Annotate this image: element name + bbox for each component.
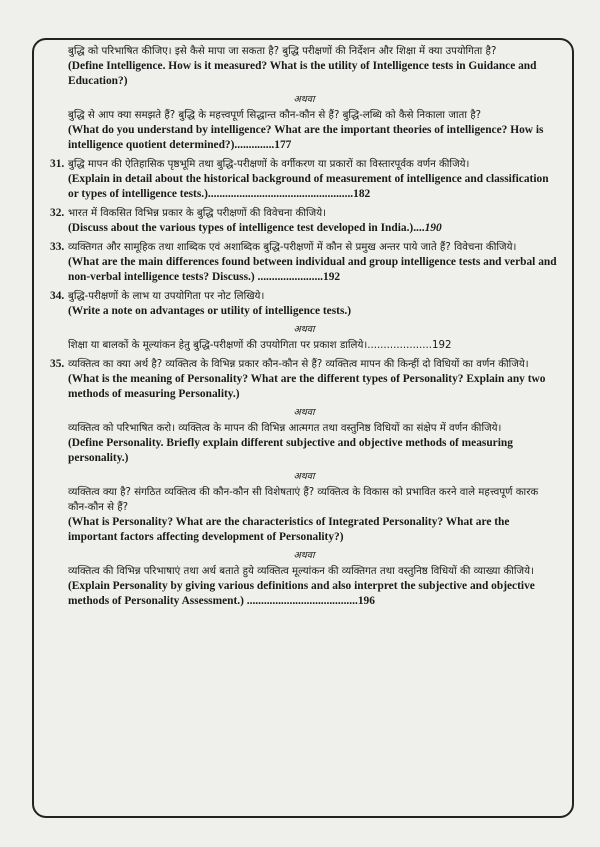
question-number: 35. xyxy=(50,358,65,370)
or-divider: अथवा xyxy=(293,94,315,105)
or-divider: अथवा xyxy=(293,550,315,561)
or-divider: अथवा xyxy=(293,324,315,335)
question-hindi: व्यक्तित्व का क्या अर्थ है? व्यक्तित्व के विभिन्न प्रकार कौन-कौन से हैं? व्यक्तित्व मापन की किन्हीं दो विधियों का वर्णन कीजिये। xyxy=(68,359,529,370)
question-english-text: (Discuss about the various types of intelligence test developed in India.).... xyxy=(68,222,425,234)
question-number: 33. xyxy=(50,241,65,253)
question-english xyxy=(68,123,558,153)
or-divider: अथवा xyxy=(293,471,315,482)
question-33 xyxy=(50,240,558,285)
question-29-alternate xyxy=(50,108,558,153)
question-hindi: व्यक्तिगत और सामूहिक तथा शाब्दिक एवं अशाब्दिक बुद्धि-परीक्षणों में कौन से प्रमुख अन्तर पाये जाते हैं? विवेचना कीजिये। xyxy=(68,242,517,253)
question-number: 31. xyxy=(50,158,65,170)
question-hindi xyxy=(68,338,558,353)
question-35-alternate-3 xyxy=(50,564,558,609)
page-number: 192 xyxy=(432,340,452,351)
question-english-text: (Explain Personality by giving various definitions and also interpret the subjective and objective methods of Personality Assessment.) ....................................... xyxy=(68,580,535,607)
question-32 xyxy=(50,206,558,236)
question-english: (What is Personality? What are the characteristics of Integrated Personality? What are the important factors affecting development of Personality?) xyxy=(68,516,510,543)
question-list xyxy=(50,44,558,613)
page-number: 196 xyxy=(357,595,375,607)
question-number: 32. xyxy=(50,207,65,219)
question-hindi: बुद्धि को परिभाषित कीजिए। इसे कैसे मापा जा सकता है? बुद्धि परीक्षणों की निर्देशन और शिक्षा में क्या उपयोगिता है? xyxy=(68,46,497,57)
page-number: 190 xyxy=(424,222,442,234)
question-31 xyxy=(50,157,558,202)
page-number: 177 xyxy=(274,139,292,151)
question-hindi: व्यक्तित्व क्या है? संगठित व्यक्तित्व की कौन-कौन सी विशेषताएं हैं? व्यक्तित्व के विकास को प्रभावित करने वाले महत्त्वपूर्ण कारक कौन-कौन से हैं? xyxy=(68,487,539,513)
question-hindi-text: शिक्षा या बालकों के मूल्यांकन हेतु बुद्धि-परीक्षणों की उपयोगिता पर प्रकाश डालिये।.................... xyxy=(68,340,432,351)
question-hindi: भारत में विकसित विभिन्न प्रकार के बुद्धि परीक्षणों की विवेचना कीजिये। xyxy=(68,208,326,219)
question-english: (Define Personality. Briefly explain different subjective and objective methods of measuring personality.) xyxy=(68,437,513,464)
question-34-alternate xyxy=(50,338,558,353)
question-english: (Define Intelligence. How is it measured? What is the utility of Intelligence tests in Guidance and Education?) xyxy=(68,60,537,87)
question-english: (Write a note on advantages or utility of intelligence tests.) xyxy=(68,305,352,317)
question-english-text: (Explain in detail about the historical background of measurement of intelligence and classification or types of intelligence tests.)................................................... xyxy=(68,173,549,200)
question-english xyxy=(68,172,558,202)
question-english: (What is the meaning of Personality? What are the different types of Personality? Explain any two methods of measuring Personality.) xyxy=(68,373,546,400)
or-divider: अथवा xyxy=(293,407,315,418)
question-hindi: बुद्धि से आप क्या समझते हैं? बुद्धि के महत्त्वपूर्ण सिद्धान्त कौन-कौन से हैं? बुद्धि-लब्धि को कैसे निकाला जाता है? xyxy=(68,110,482,121)
question-35-alternate-1 xyxy=(50,421,558,466)
question-35 xyxy=(50,357,558,402)
question-hindi: व्यक्तित्व को परिभाषित करो। व्यक्तित्व के मापन की विभिन्न आत्मगत तथा वस्तुनिष्ठ विधियों का संक्षेप में वर्णन कीजिये। xyxy=(68,423,502,434)
question-29 xyxy=(50,44,558,89)
question-35-alternate-2 xyxy=(50,485,558,545)
question-english-text: (What are the main differences found between individual and group intelligence tests and verbal and non-verbal intelligence tests? Discuss.) ....................... xyxy=(68,256,557,283)
question-english xyxy=(68,221,558,236)
page-number: 182 xyxy=(353,188,371,200)
page-number: 192 xyxy=(323,271,341,283)
question-number: 34. xyxy=(50,290,65,302)
question-english xyxy=(68,255,558,285)
question-34 xyxy=(50,289,558,319)
question-hindi: बुद्धि-परीक्षणों के लाभ या उपयोगिता पर नोट लिखिये। xyxy=(68,291,265,302)
question-hindi: व्यक्तित्व की विभिन्न परिभाषाएं तथा अर्थ बताते हुये व्यक्तित्व मूल्यांकन की व्यक्तिगत तथा वस्तुनिष्ठ विधियों की व्याख्या कीजिये। xyxy=(68,566,534,577)
question-english-text: (What do you understand by intelligence? What are the important theories of intelligence? How is intelligence quotient determined?).............. xyxy=(68,124,544,151)
question-hindi: बुद्धि मापन की ऐतिहासिक पृष्ठभूमि तथा बुद्धि-परीक्षणों के वर्गीकरण या प्रकारों का विस्तारपूर्वक वर्णन कीजिये। xyxy=(68,159,470,170)
question-english xyxy=(68,579,558,609)
